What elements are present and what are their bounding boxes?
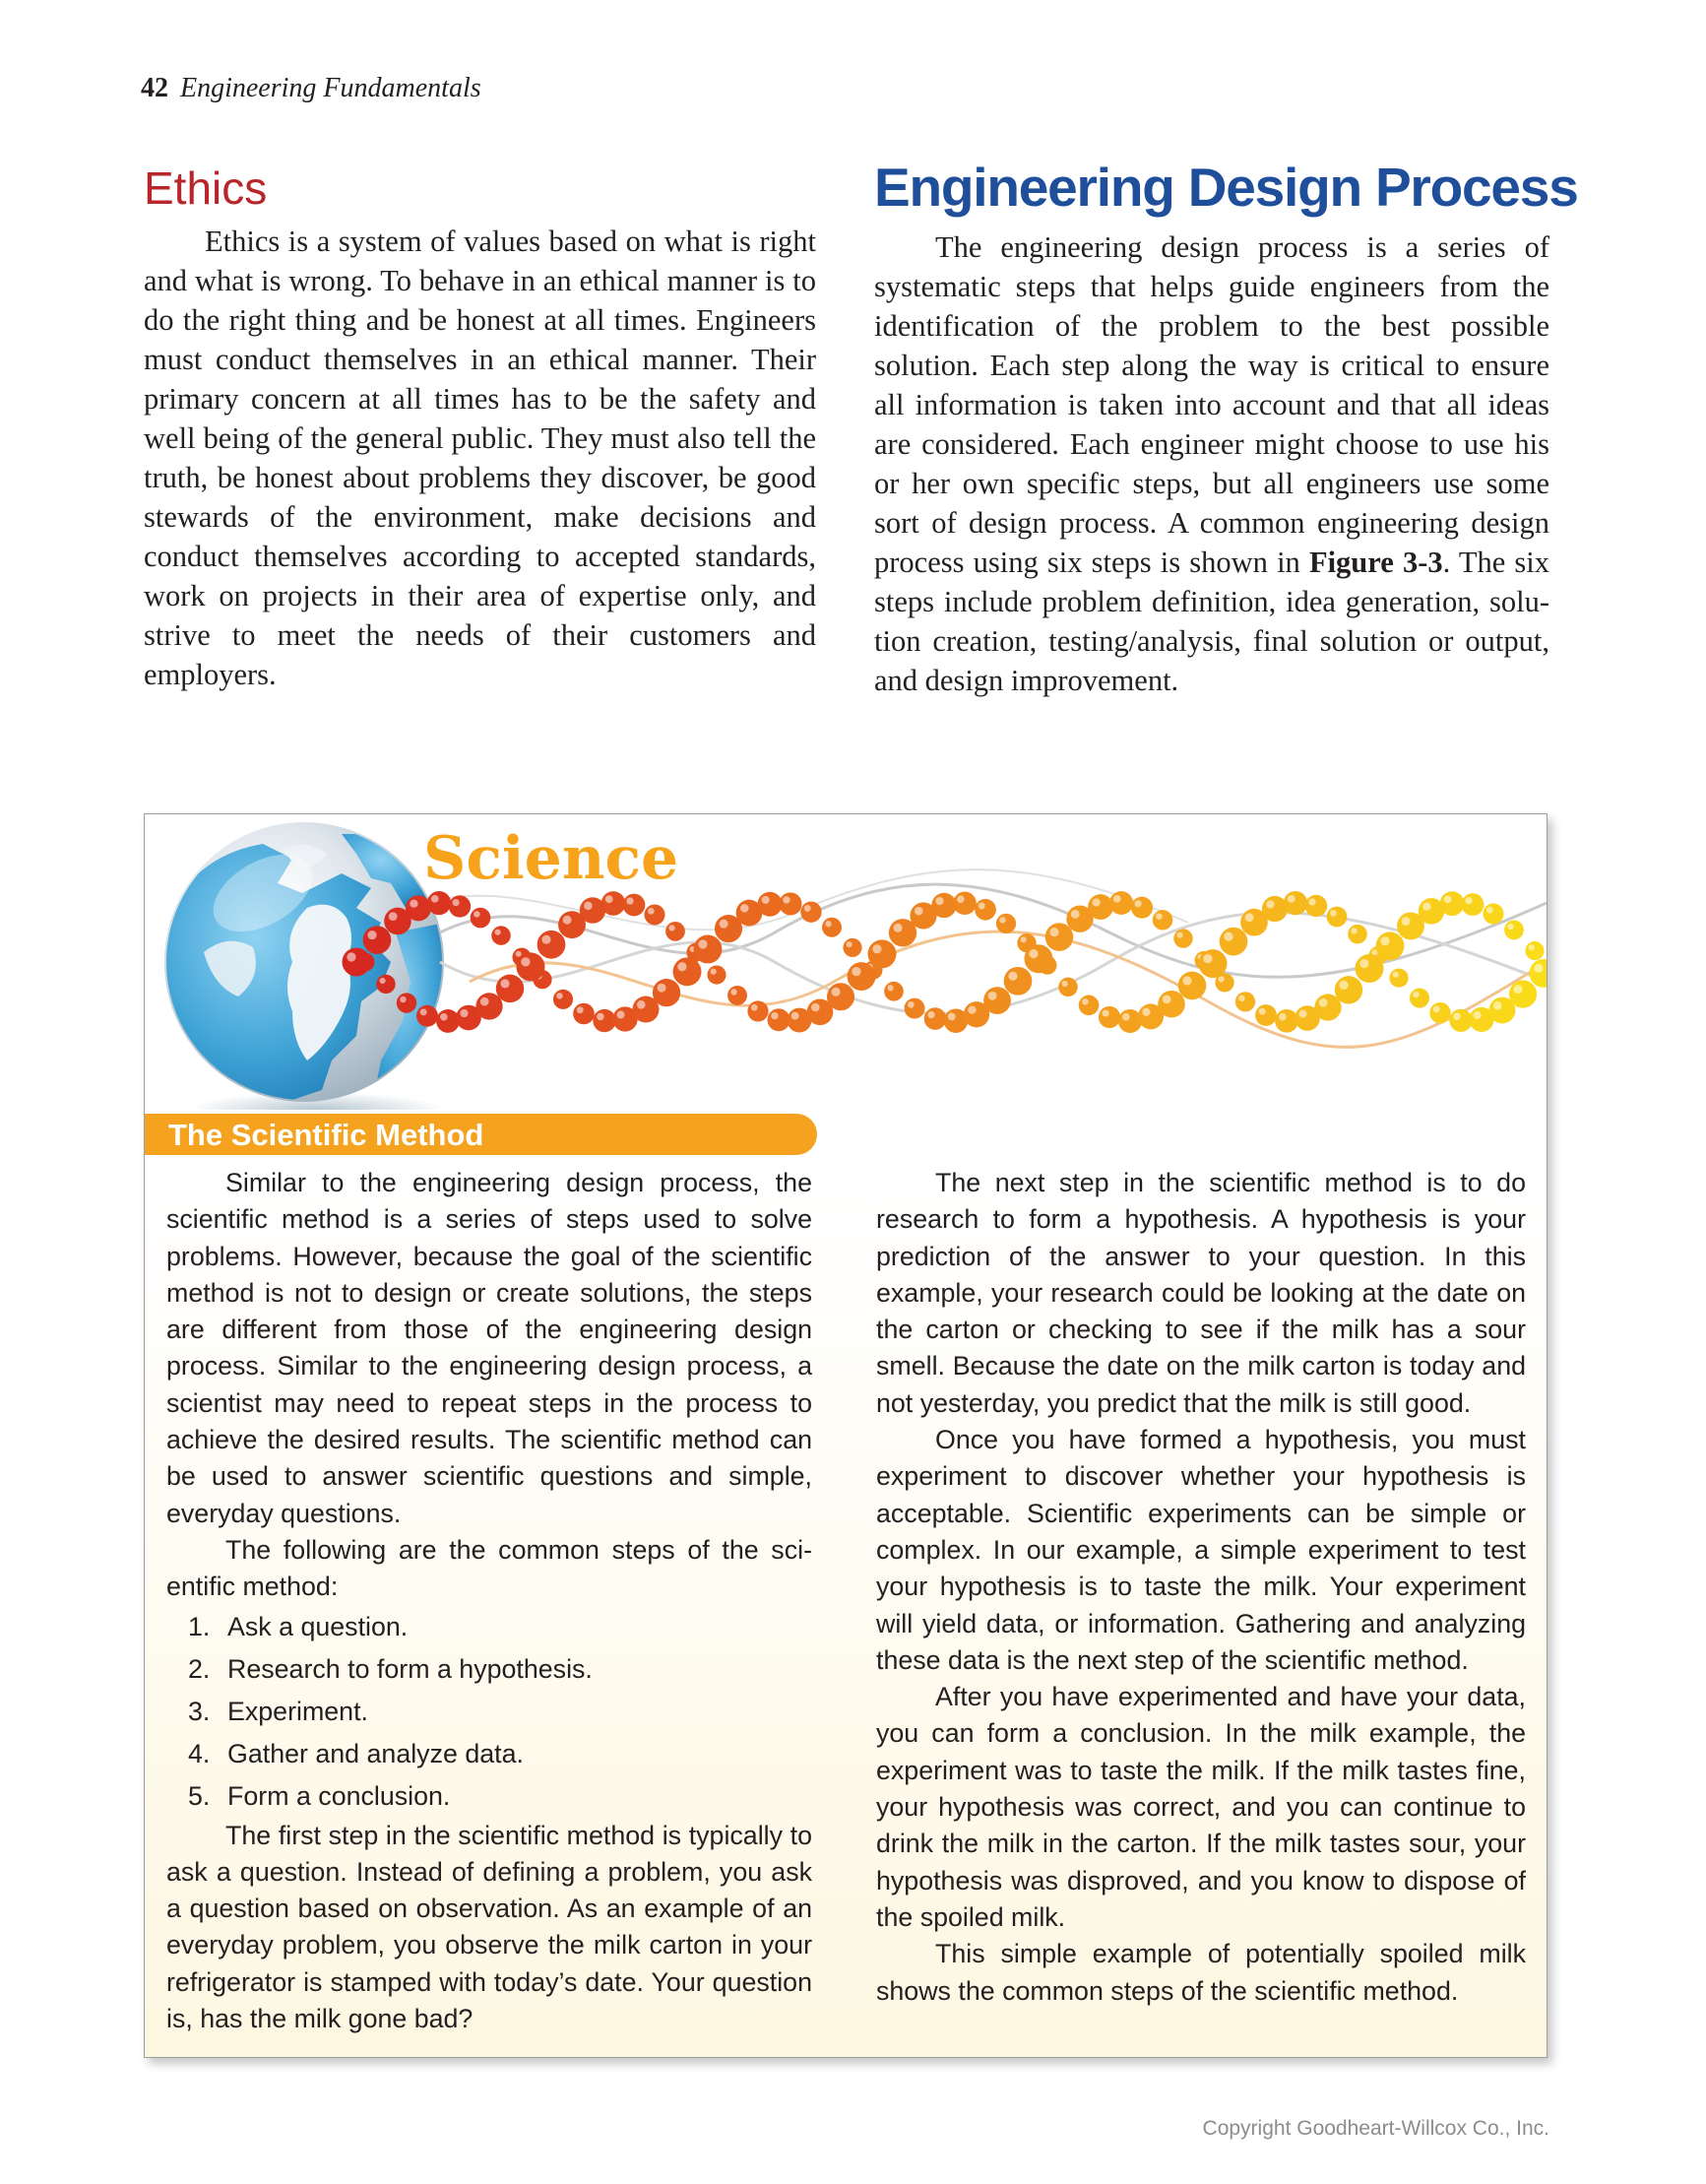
design-process-body-start: The engineering design process is a series of systematic steps that helps guide engineers from the identification of the problem to the best possible solution. Each step along the way is critical to ensure all information is taken into account and that all ideas are considered. Each engineer might choose to use his or her own specific steps, but all engineers use some sort of design process. A common engineering design process using six steps is shown in: [874, 229, 1549, 579]
helix-bead: [1356, 954, 1384, 983]
helix-bead-highlight: [637, 1000, 646, 1009]
list-item: [166, 1648, 812, 1691]
helix-bead-highlight: [711, 969, 717, 975]
helix-bead: [1327, 907, 1348, 928]
helix-bead-highlight: [494, 930, 500, 935]
helix-bead: [727, 986, 747, 1005]
running-head: [141, 73, 481, 104]
helix-bead-highlight: [762, 896, 770, 904]
step-text: Form a conclusion.: [227, 1780, 451, 1811]
step-number: 2.: [188, 1653, 211, 1684]
helix-bead-highlight: [597, 1013, 603, 1020]
helix-bead: [1131, 897, 1153, 919]
helix-bead-highlight: [894, 924, 903, 932]
helix-bead-highlight: [999, 917, 1005, 923]
helix-bead-highlight: [825, 921, 831, 927]
helix-bead: [363, 926, 392, 954]
helix-bead-highlight: [347, 952, 355, 961]
helix-bead-highlight: [1238, 996, 1244, 1001]
helix-bead: [822, 918, 842, 937]
helix-bead-highlight: [1393, 972, 1399, 978]
helix-bead-highlight: [935, 897, 943, 905]
helix-bead: [779, 892, 801, 915]
helix-bead-highlight: [563, 916, 572, 925]
helix-bead-highlight: [783, 896, 790, 903]
helix-bead: [1530, 959, 1547, 988]
helix-bead-highlight: [420, 1008, 427, 1015]
ethics-heading: Ethics: [144, 162, 268, 214]
helix-bead-highlight: [1493, 1001, 1502, 1010]
helix-bead: [593, 1009, 615, 1032]
helix-bead: [1235, 992, 1255, 1011]
helix-bead-highlight: [1266, 900, 1274, 908]
helix-bead-highlight: [1122, 1013, 1130, 1021]
helix-bead-highlight: [1029, 949, 1038, 958]
helix-bead-highlight: [584, 902, 592, 910]
helix-bead-highlight: [1422, 902, 1430, 910]
helix-bead: [1449, 1009, 1472, 1032]
helix-bead-highlight: [431, 895, 439, 903]
helix-bead-highlight: [771, 1012, 778, 1019]
globe-icon: [164, 822, 445, 1110]
helix-bead: [1504, 921, 1524, 940]
helix-bead-highlight: [1279, 1013, 1287, 1021]
science-banner-art: [145, 814, 1547, 1110]
step-number: 1.: [188, 1611, 211, 1641]
helix-bead: [496, 975, 524, 1002]
helix-bead-highlight: [847, 941, 853, 947]
helix-bead-highlight: [887, 985, 893, 991]
science-feature-box: [144, 813, 1548, 2058]
helix-bead-highlight: [791, 1012, 799, 1020]
helix-bead-highlight: [389, 912, 398, 921]
helix-bead: [1109, 891, 1133, 915]
helix-bead: [953, 892, 977, 916]
helix-bead: [843, 938, 861, 957]
helix-bead: [694, 935, 723, 964]
helix-bead: [1255, 1004, 1277, 1026]
helix-bead: [889, 919, 916, 946]
helix-bead: [1025, 944, 1053, 973]
helix-bead: [1058, 978, 1077, 996]
helix-bead-highlight: [658, 984, 666, 993]
step-text: Research to form a hypothesis.: [227, 1653, 593, 1684]
list-item: [166, 1691, 812, 1733]
figure-reference[interactable]: Figure 3-3: [1308, 545, 1443, 579]
helix-bead-highlight: [1413, 992, 1419, 997]
helix-bead-highlight: [1049, 928, 1058, 936]
helix-bead: [1079, 996, 1100, 1016]
paragraph: The following are the common steps of the scientific method:: [166, 1534, 812, 1602]
design-process-heading: Engineering Design Process: [874, 157, 1578, 218]
helix-bead: [436, 1009, 460, 1033]
design-process-section: [874, 157, 1578, 700]
helix-bead: [1066, 905, 1093, 931]
design-process-body: [874, 227, 1549, 700]
helix-bead: [475, 993, 502, 1019]
helix-bead-highlight: [1103, 1010, 1109, 1017]
helix-bead: [573, 1003, 595, 1025]
helix-bead: [975, 899, 996, 921]
helix-bead-highlight: [915, 907, 923, 916]
helix-bead: [884, 982, 904, 1001]
copyright-notice: Copyright Goodheart-Willcox Co., Inc.: [1202, 2117, 1549, 2140]
helix-bead: [747, 1000, 768, 1021]
science-left-column: [166, 1165, 812, 2037]
helix-bead-highlight: [1142, 1008, 1150, 1016]
helix-bead: [416, 1005, 438, 1027]
helix-bead-highlight: [626, 897, 633, 904]
helix-bead: [1240, 909, 1268, 936]
helix-bead: [1173, 929, 1192, 947]
helix-bead: [1335, 976, 1362, 1003]
helix-bead-highlight: [648, 908, 655, 915]
step-number: 4.: [188, 1738, 211, 1768]
helix-bead-highlight: [1092, 898, 1100, 906]
helix-bead: [1483, 903, 1503, 924]
helix-bead-highlight: [872, 944, 881, 953]
helix-bead: [376, 975, 395, 994]
helix-bead-highlight: [1135, 900, 1142, 907]
helix-bead-highlight: [400, 996, 407, 1003]
paragraph: Once you have formed a hypothesis, you must experiment to discover whether your hypothesis is acceptable. Scientific experiments can be simple or complex. In our example, a simple experiment to test your hypothesis is to taste the milk. Your experiment will yield data, or information. Gathering and analyzing these data is the next step of the scientific method.: [876, 1425, 1526, 1675]
helix-bead: [653, 979, 680, 1006]
helix-bead-highlight: [1308, 898, 1315, 905]
helix-bead: [996, 914, 1016, 933]
helix-bead-highlight: [948, 1013, 956, 1021]
helix-bead: [1525, 941, 1544, 960]
helix-bead-highlight: [852, 967, 860, 976]
step-number: 5.: [188, 1780, 211, 1811]
helix-bead-highlight: [1380, 936, 1389, 945]
helix-bead: [623, 894, 646, 917]
helix-bead-highlight: [1259, 1008, 1266, 1015]
helix-bead-highlight: [1219, 976, 1225, 982]
helix-bead: [1220, 928, 1248, 956]
helix-bead-highlight: [1465, 897, 1472, 904]
helix-bead-highlight: [1008, 972, 1017, 981]
helix-bead: [1158, 991, 1185, 1018]
helix-bead-highlight: [500, 979, 509, 988]
helix-bead: [1305, 895, 1327, 917]
helix-bead: [868, 939, 897, 968]
paragraph: The first step in the scientific method is typically to ask a question. Instead of defining a problem, you ask a question based on observation. As an example of an everyday problem, you observe the milk carton in your refrigerator is stamped with today’s date. Your question is, has the milk gone bad?: [166, 1820, 812, 2034]
helix-bead: [1118, 1009, 1142, 1033]
page-number: 42: [141, 73, 168, 103]
helix-bead-highlight: [474, 911, 480, 918]
helix-bead: [827, 983, 854, 1010]
helix-bead: [343, 948, 371, 977]
helix-bead-highlight: [927, 1011, 934, 1018]
helix-bead: [1004, 967, 1033, 996]
helix-bead: [1376, 931, 1405, 960]
ethics-body: Ethics is a system of values based on what is right and what is wrong. To behave in an ethical manner is to do the right thing and be honest at all times. Engineers must conduct themselves in an ethical manner. Their primary concern at all times has to be the safety and well being of the general public. They must also tell the truth, be honest about problems they discover, be good stewards of the environment, make decisions and conduct themselves according to accepted standards, work on projects in their area of expertise only, and strive to meet the needs of their customers and employers.: [144, 224, 816, 691]
helix-bead: [924, 1007, 947, 1030]
step-text: Experiment.: [227, 1696, 368, 1726]
helix-bead-highlight: [720, 920, 728, 929]
helix-bead-highlight: [1453, 1013, 1460, 1020]
helix-bead: [1199, 949, 1228, 978]
ethics-section: [144, 158, 816, 694]
helix-bead: [1397, 912, 1424, 939]
helix-bead-highlight: [811, 1003, 820, 1012]
helix-bead: [673, 957, 702, 986]
helix-bead: [1275, 1009, 1298, 1033]
helix-bead-highlight: [1071, 910, 1080, 919]
list-item: [166, 1606, 812, 1648]
helix-bead-highlight: [1402, 917, 1411, 926]
helix-bead: [553, 990, 573, 1009]
paragraph: Similar to the engineering design process, the scientific method is a series of steps used to solve problems. However, because the goal of the scientific method is not to design or create solutions, the steps are different from those of the engineering design process. Similar to the engineering design process, a scientist may need to repeat steps in the process to achieve the desired results. The scientific method can be used to answer scientific questions and simple, everyday questions.: [166, 1168, 812, 1528]
helix-bead-highlight: [1534, 964, 1543, 973]
helix-bead: [905, 998, 925, 1019]
helix-bead-highlight: [1444, 895, 1452, 903]
helix-bead: [1410, 989, 1429, 1008]
helix-bead: [983, 987, 1011, 1014]
helix-bead-highlight: [1182, 976, 1191, 985]
step-text: Ask a question.: [227, 1611, 409, 1641]
helix-bead: [707, 965, 726, 984]
helix-bead: [768, 1008, 790, 1031]
helix-bead: [1045, 923, 1074, 951]
helix-bead-highlight: [516, 951, 522, 957]
helix-bead-highlight: [1203, 954, 1212, 963]
helix-bead-highlight: [988, 992, 997, 1000]
helix-bead-highlight: [460, 1009, 468, 1017]
helix-bead-highlight: [751, 1004, 758, 1011]
helix-bead: [1462, 893, 1485, 916]
science-title: Science: [423, 824, 679, 893]
helix-bead-highlight: [577, 1006, 584, 1013]
helix-bead: [1429, 1002, 1450, 1023]
helix-bead: [517, 952, 545, 981]
helix-bead: [449, 895, 471, 917]
list-item: [166, 1775, 812, 1818]
helix-bead-highlight: [1021, 936, 1027, 942]
book-title: Engineering Fundamentals: [180, 73, 481, 103]
helix-bead-highlight: [1433, 1005, 1440, 1012]
helix-bead-highlight: [556, 993, 562, 998]
helix-bead-highlight: [832, 988, 841, 996]
helix-bead-highlight: [1288, 895, 1295, 903]
helix-bead-highlight: [410, 900, 417, 908]
helix-bead-highlight: [908, 1001, 915, 1008]
helix-bead-highlight: [541, 935, 550, 944]
helix-bead: [1099, 1006, 1120, 1028]
helix-bead: [397, 993, 416, 1012]
paragraph: The next step in the scientific method is to do research to form a hypothesis. A hypothesis is your prediction of the answer to your question. In this example, your research could be looking at the date on the carton or checking to see if the milk has a sour smell. Because the date on the milk carton is today and not yesterday, you predict that the milk is still good.: [876, 1168, 1526, 1418]
helix-bead-highlight: [1486, 907, 1493, 914]
helix-bead: [1153, 910, 1172, 930]
helix-bead-highlight: [698, 939, 707, 948]
helix-bead-highlight: [1351, 928, 1357, 933]
helix-bead-highlight: [367, 931, 376, 939]
helix-bead-highlight: [1224, 932, 1232, 941]
helix-bead: [848, 962, 876, 991]
section-tab: [145, 1114, 817, 1155]
helix-bead: [1348, 925, 1367, 944]
helix-bead: [1509, 980, 1537, 1007]
science-right-column: [876, 1165, 1526, 2010]
helix-bead-highlight: [1163, 995, 1171, 1003]
helix-bead: [800, 901, 821, 922]
helix-bead: [644, 904, 664, 925]
helix-bead-highlight: [1514, 985, 1523, 994]
helix-bead-highlight: [605, 895, 613, 903]
helix-bead-highlight: [617, 1011, 625, 1019]
helix-bead-highlight: [979, 902, 985, 909]
helix-bead: [384, 908, 411, 935]
helix-bead-highlight: [1359, 959, 1368, 968]
helix-bead-highlight: [957, 895, 965, 903]
helix-bead-highlight: [1529, 944, 1535, 950]
paragraph: This simple example of potentially spoiled milk shows the common steps of the scientific method.: [876, 1939, 1526, 2006]
helix-bead: [537, 931, 566, 959]
dna-strand-art: [343, 869, 1548, 1047]
step-number: 3.: [188, 1696, 211, 1726]
helix-bead-highlight: [1176, 932, 1182, 938]
step-text: Gather and analyze data.: [227, 1738, 524, 1768]
method-steps-list: [166, 1606, 812, 1818]
helix-bead-highlight: [730, 989, 736, 995]
helix-bead-highlight: [668, 925, 674, 931]
helix-bead: [471, 908, 491, 929]
helix-bead-highlight: [740, 904, 749, 913]
helix-bead-highlight: [1082, 998, 1089, 1005]
helix-bead-highlight: [453, 899, 460, 906]
helix-bead-highlight: [1156, 913, 1163, 920]
helix-bead-highlight: [677, 962, 686, 971]
helix-bead: [1178, 972, 1207, 1000]
helix-bead-highlight: [1474, 1011, 1482, 1019]
design-process-body-end: . The six steps include problem definition, idea generation, solution creation, testing/analysis, final solution or output, and design improvement.: [874, 545, 1550, 697]
helix-bead-highlight: [521, 957, 530, 966]
helix-bead-highlight: [1113, 895, 1121, 903]
helix-bead: [558, 911, 586, 938]
helix-bead-highlight: [1245, 913, 1254, 922]
helix-bead: [715, 915, 742, 942]
helix-bead-highlight: [440, 1013, 448, 1021]
helix-bead-highlight: [968, 1005, 976, 1013]
helix-bead-highlight: [480, 997, 489, 1006]
helix-bead-highlight: [1330, 910, 1337, 917]
helix-bead: [1389, 969, 1408, 988]
paragraph: After you have experimented and have your data, you can form a conclusion. In the milk example, the experiment was to taste the milk. If the milk tastes fine, your hypothesis was correct, and you can continue to drink the milk in the carton. If the milk tastes sour, your hypothesis was disproved, and you know to dispose of the spoiled milk.: [876, 1682, 1526, 1932]
helix-bead-highlight: [1061, 981, 1067, 987]
helix-bead-highlight: [804, 905, 811, 912]
list-item: [166, 1733, 812, 1775]
helix-bead: [491, 926, 511, 945]
helix-bead-highlight: [1339, 981, 1348, 990]
helix-bead-highlight: [380, 978, 386, 984]
section-heading: The Scientific Method: [168, 1118, 484, 1152]
helix-bead-highlight: [1298, 1010, 1306, 1018]
helix-bead-highlight: [1507, 924, 1513, 930]
helix-bead-highlight: [1319, 998, 1328, 1007]
helix-bead: [665, 922, 685, 941]
